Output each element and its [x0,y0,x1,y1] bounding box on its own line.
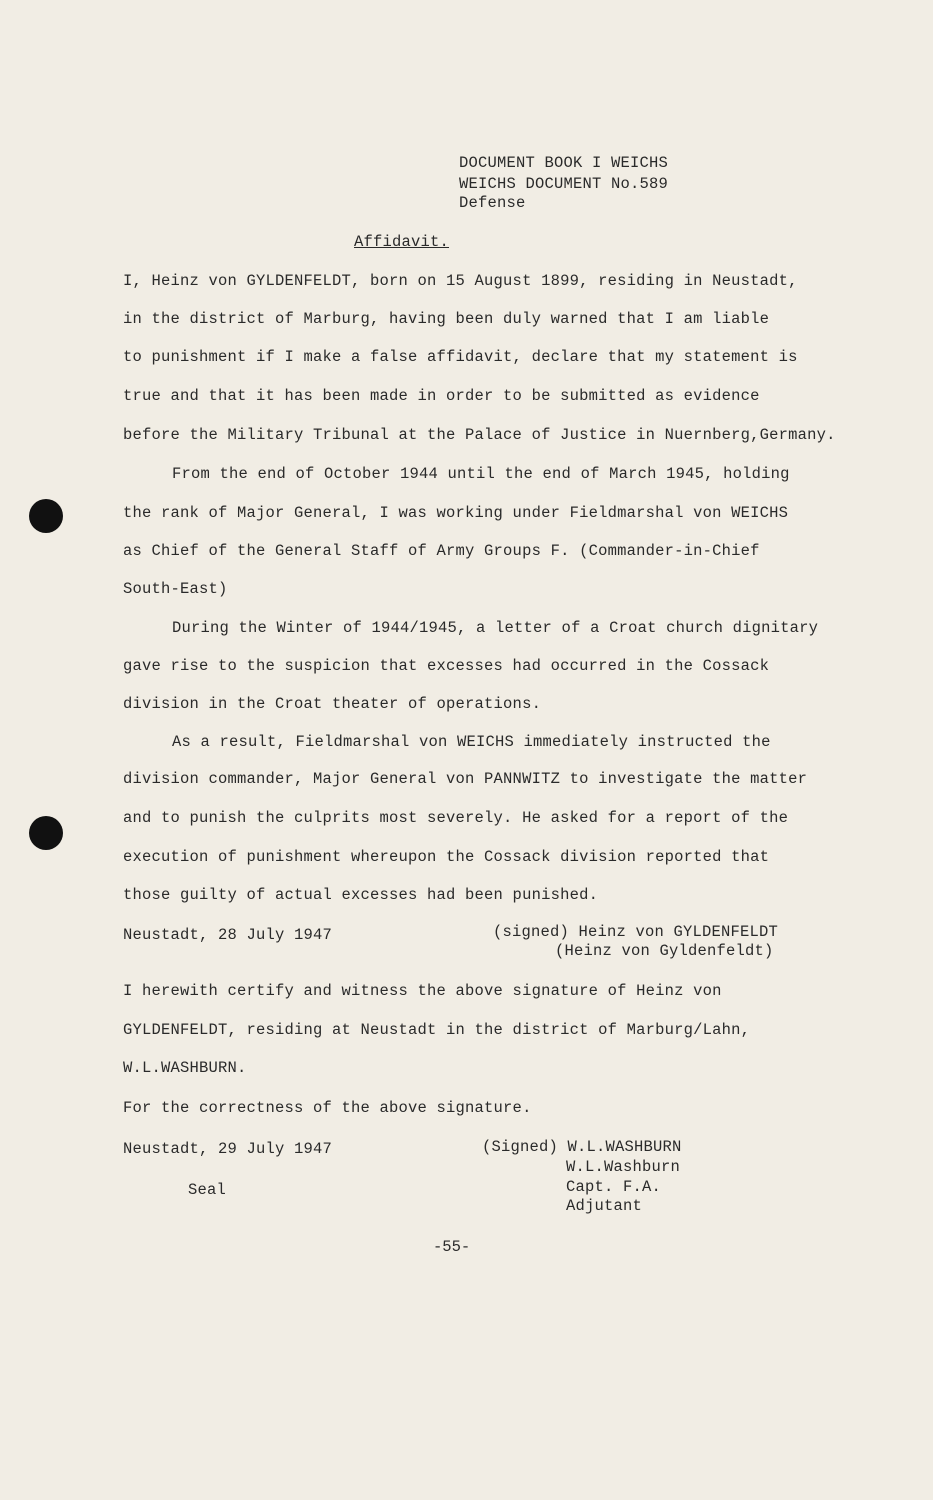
text-line: I herewith certify and witness the above signature of Heinz von [123,982,722,1000]
header-line: Defense [459,194,526,212]
text-line: South-East) [123,580,228,598]
document-title: Affidavit. [354,233,450,251]
text-line: From the end of October 1944 until the end of March 1945, holding [172,465,790,483]
text-line: before the Military Tribunal at the Palace of Justice in Nuernberg,Germany. [123,426,836,444]
text-line: execution of punishment whereupon the Cossack division reported that [123,848,770,866]
punch-hole [29,816,63,850]
signer-role: Adjutant [566,1197,643,1215]
signer-name: W.L.Washburn [566,1158,681,1176]
text-line: As a result, Fieldmarshal von WEICHS immediately instructed the [172,733,771,751]
place-date: Neustadt, 29 July 1947 [123,1140,333,1158]
text-line: gave rise to the suspicion that excesses had occurred in the Cossack [123,657,770,675]
text-line: and to punish the culprits most severely. He asked for a report of the [123,809,789,827]
text-line: I, Heinz von GYLDENFELDT, born on 15 August 1899, residing in Neustadt, [123,272,798,290]
page-number: -55- [433,1238,471,1256]
text-line: to punishment if I make a false affidavit, declare that my statement is [123,348,798,366]
text-line: GYLDENFELDT, residing at Neustadt in the district of Marburg/Lahn, [123,1021,751,1039]
header-line: WEICHS DOCUMENT No.589 [459,175,669,193]
correctness-statement: For the correctness of the above signature. [123,1099,532,1117]
text-line: division in the Croat theater of operations. [123,695,542,713]
signed-line: (Signed) W.L.WASHBURN [482,1138,682,1156]
text-line: W.L.WASHBURN. [123,1059,247,1077]
text-line: in the district of Marburg, having been duly warned that I am liable [123,310,770,328]
signer-name: (Heinz von Gyldenfeldt) [555,942,774,960]
header-line: DOCUMENT BOOK I WEICHS [459,154,669,172]
text-line: During the Winter of 1944/1945, a letter of a Croat church dignitary [172,619,819,637]
signed-line: (signed) Heinz von GYLDENFELDT [493,923,779,941]
punch-hole [29,499,63,533]
text-line: those guilty of actual excesses had been punished. [123,886,599,904]
place-date: Neustadt, 28 July 1947 [123,926,333,944]
text-line: the rank of Major General, I was working under Fieldmarshal von WEICHS [123,504,789,522]
seal-label: Seal [188,1181,227,1199]
text-line: division commander, Major General von PANNWITZ to investigate the matter [123,770,808,788]
text-line: true and that it has been made in order to be submitted as evidence [123,387,760,405]
text-line: as Chief of the General Staff of Army Groups F. (Commander-in-Chief [123,542,760,560]
signer-rank: Capt. F.A. [566,1178,662,1196]
